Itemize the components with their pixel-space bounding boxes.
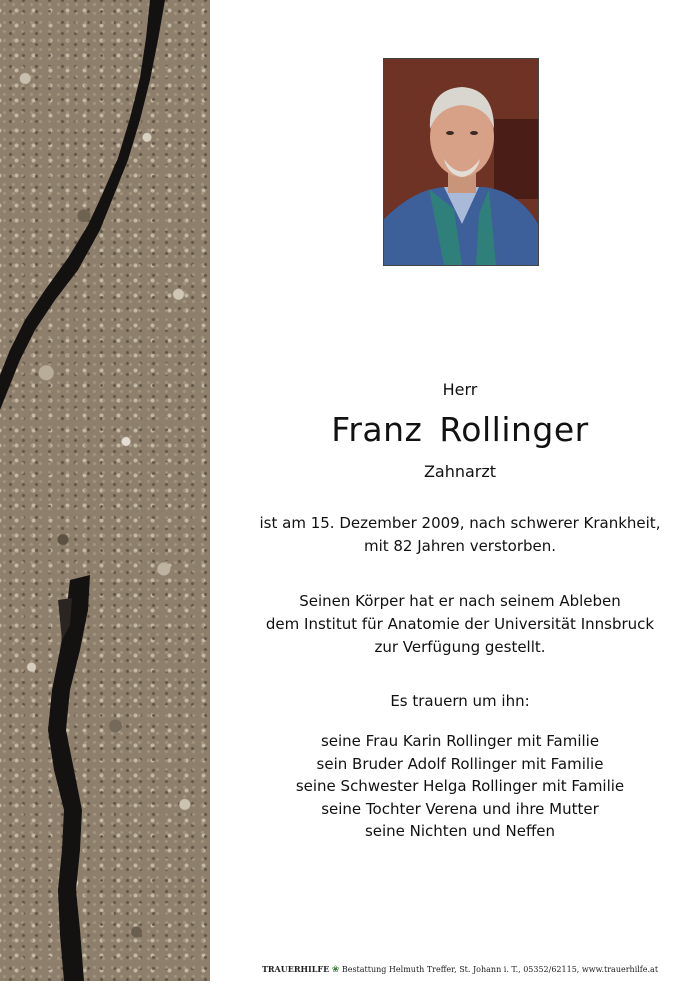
mourner-item: sein Bruder Adolf Rollinger mit Familie: [316, 754, 604, 773]
profession: Zahnarzt: [423, 462, 497, 481]
deceased-name: Franz Rollinger: [331, 410, 589, 449]
body-line: dem Institut für Anatomie der Universität Innsbruck: [265, 615, 655, 633]
mourner-item: seine Nichten und Neffen: [364, 822, 556, 840]
mourner-item: seine Schwester Helga Rollinger mit Familie: [295, 777, 625, 795]
footer: [250, 964, 670, 975]
death-line: mit 82 Jahren verstorben.: [363, 537, 557, 555]
mourner-item: seine Tochter Verena und ihre Mutter: [321, 799, 599, 818]
body-line: Seinen Körper hat er nach seinem Ableben: [299, 592, 621, 610]
mourners-list: [250, 730, 670, 843]
footer-brand: TRAUERHILFE: [261, 964, 330, 974]
death-line: ist am 15. Dezember 2009, nach schwerer Krankheit,: [259, 514, 661, 532]
body-donation-notice: [250, 590, 670, 659]
crack-graphic: [0, 0, 210, 981]
salutation: Herr: [442, 380, 478, 399]
stone-crack-panel: [0, 0, 210, 981]
mourning-heading: Es trauern um ihn:: [390, 692, 530, 710]
leaf-icon: ❀: [331, 965, 340, 975]
mourner-item: seine Frau Karin Rollinger mit Familie: [320, 732, 600, 750]
footer-text: Bestattung Helmuth Treffer, St. Johann i. T., 05352/62115, www.trauerhilfe.at: [341, 965, 659, 974]
body-line: zur Verfügung gestellt.: [374, 638, 546, 656]
death-notice: [250, 512, 670, 558]
portrait-photo: [383, 58, 539, 266]
